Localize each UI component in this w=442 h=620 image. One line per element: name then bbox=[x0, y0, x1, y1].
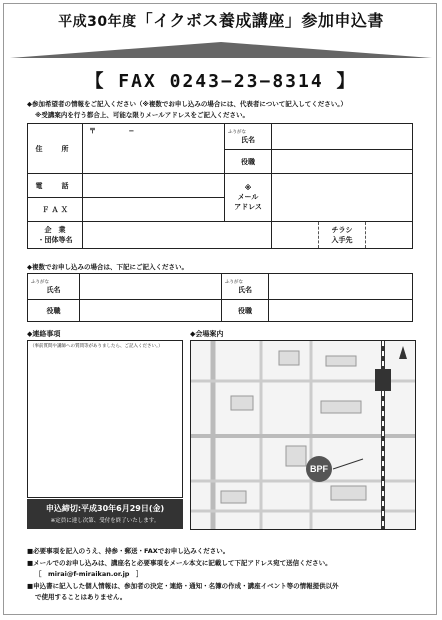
title-arrow bbox=[10, 42, 432, 58]
name-field[interactable] bbox=[272, 124, 413, 150]
position-label: 役職 bbox=[225, 150, 272, 174]
name-ruby: ふりがな bbox=[228, 129, 246, 135]
title-suffix: 参加申込書 bbox=[301, 11, 384, 30]
email-field[interactable] bbox=[272, 174, 413, 222]
venue-map bbox=[190, 340, 416, 530]
title-prefix: 平成30年度 bbox=[58, 14, 137, 30]
position-field[interactable] bbox=[272, 150, 413, 174]
fax-label: Ｆ Ａ Ｘ bbox=[28, 198, 83, 222]
contact-placeholder: （事前質問や講師への質問等がありましたら、ご記入ください。） bbox=[30, 344, 163, 349]
address-field[interactable] bbox=[83, 124, 225, 174]
footer-notes bbox=[27, 546, 427, 604]
multi-name-label-1: ふりがな 氏名 bbox=[28, 274, 80, 300]
company-field[interactable] bbox=[83, 222, 272, 249]
phone-field[interactable] bbox=[83, 174, 225, 198]
multi-applicant-table bbox=[27, 273, 413, 322]
footer-email[interactable]: ［ mirai@f-miraikan.or.jp ］ bbox=[35, 570, 143, 578]
fax-number: 【 FAX 0243−23−8314 】 bbox=[85, 71, 357, 92]
multi-name-field-1[interactable] bbox=[80, 274, 222, 300]
footer-line-2: ■メールでのお申し込みは、講座名と必要事項をメール本文に記載して下記アドレス宛て送信ください。 bbox=[27, 558, 332, 567]
contact-heading: ◆連絡事項 bbox=[27, 330, 61, 338]
fax-field[interactable] bbox=[83, 198, 225, 222]
bpf-label: BPF bbox=[310, 464, 328, 474]
address-label: 住 所 bbox=[28, 124, 83, 174]
phone-label: 電 話 bbox=[28, 174, 83, 198]
multi-position-field-2[interactable] bbox=[269, 300, 413, 322]
footer-line-1: ■必要事項を記入のうえ、持参・郵送・FAXでお申し込みください。 bbox=[27, 547, 230, 555]
name-label-cell bbox=[225, 124, 272, 150]
flyer-label: チラシ 入手先 bbox=[319, 222, 366, 248]
title-main: 「イクボス養成講座」 bbox=[136, 11, 302, 30]
email-label: ※ メール アドレス bbox=[225, 174, 272, 222]
flyer-field[interactable] bbox=[366, 222, 412, 248]
postal-dash: − bbox=[128, 127, 135, 135]
contact-remarks-field[interactable] bbox=[27, 340, 183, 498]
multi-name-label-2: ふりがな 氏名 bbox=[222, 274, 269, 300]
multi-position-field-1[interactable] bbox=[80, 300, 222, 322]
map-drawing bbox=[191, 341, 415, 529]
deadline-sub: ※定員に達し次第、受付を終了いたします。 bbox=[50, 518, 160, 524]
venue-heading: ◆会場案内 bbox=[190, 330, 224, 338]
multi-name-field-2[interactable] bbox=[269, 274, 413, 300]
flyer-cell bbox=[272, 222, 413, 249]
postal-mark: 〒 bbox=[89, 127, 96, 135]
instruction-line-1: ◆参加希望者の情報をご記入ください（※複数でお申し込みの場合には、代表者について記入してください。） bbox=[27, 100, 347, 108]
multi-heading: ◆複数でお申し込みの場合は、下記にご記入ください。 bbox=[27, 263, 188, 271]
deadline-box bbox=[27, 499, 183, 529]
application-form bbox=[27, 123, 413, 249]
multi-position-label-2: 役職 bbox=[222, 300, 269, 322]
instruction-line-2: ※受講案内を行う都合上、可能な限りメールアドレスをご記入ください。 bbox=[35, 111, 249, 119]
footer-line-4: ■申込書に記入した個人情報は、参加者の決定・連絡・通知・名簿の作成・講座イベント等の情報提供以外 bbox=[27, 581, 339, 590]
page-title bbox=[0, 8, 442, 31]
name-label: 氏名 bbox=[241, 135, 255, 144]
multi-position-label-1: 役職 bbox=[28, 300, 80, 322]
company-label: 企 業 ・団体等名 bbox=[28, 222, 83, 249]
deadline-main: 申込締切:平成30年6月29日(金) bbox=[45, 504, 165, 513]
footer-line-5: で使用することはありません。 bbox=[35, 593, 127, 601]
company-field-extra[interactable] bbox=[272, 222, 319, 248]
